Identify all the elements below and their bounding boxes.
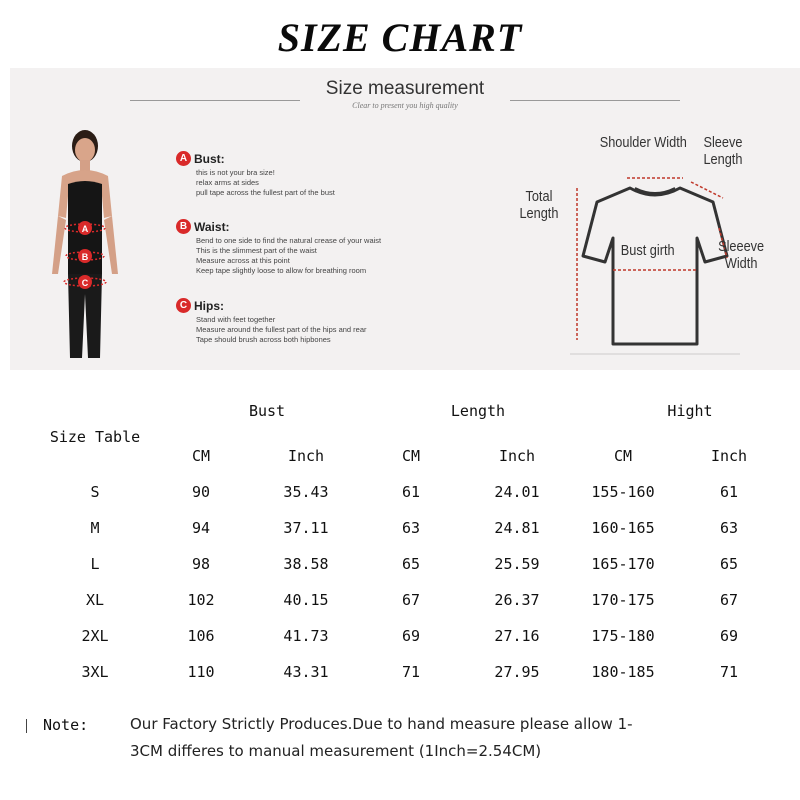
sleeve-length-label	[703, 134, 742, 168]
measurement-heading: Size measurement	[325, 78, 485, 99]
measurement-subheading: Clear to present you high quality	[352, 101, 458, 110]
table-cell: 67	[401, 591, 421, 609]
table-cell: 102	[187, 591, 215, 609]
table-cell: 98	[191, 555, 211, 573]
table-cell: 71	[719, 663, 739, 681]
hips-section	[176, 297, 367, 345]
table-row	[28, 474, 796, 510]
badge-a: A	[176, 151, 191, 166]
table-cell: 24.01	[494, 483, 540, 501]
unit-header: Inch	[287, 447, 325, 465]
note-text	[130, 711, 690, 765]
note-tick	[26, 719, 27, 733]
size-cell: XL	[85, 591, 105, 609]
group-header-bust: Bust	[248, 402, 286, 420]
size-cell: M	[90, 519, 100, 537]
table-cell: 160-165	[591, 519, 655, 537]
table-cell: 25.59	[494, 555, 540, 573]
size-table-corner: Size Table	[49, 428, 141, 446]
table-cell: 94	[191, 519, 211, 537]
table-cell: 40.15	[283, 591, 329, 609]
table-cell: 65	[401, 555, 421, 573]
shoulder-width-label: Shoulder Width	[599, 134, 687, 151]
table-cell: 63	[401, 519, 421, 537]
model-figure	[40, 124, 130, 360]
unit-header: CM	[401, 447, 421, 465]
table-cell: 155-160	[591, 483, 655, 501]
waist-line: This is the slimmest part of the waist	[196, 246, 317, 255]
bust-line: this is not your bra size!	[196, 168, 275, 177]
table-cell: 61	[719, 483, 739, 501]
table-cell: 67	[719, 591, 739, 609]
page-title: SIZE CHART	[277, 15, 523, 60]
table-cell: 175-180	[591, 627, 655, 645]
sleeve-length-line: Length	[703, 151, 743, 168]
note-label: Note:	[43, 716, 89, 734]
waist-line: Keep tape slightly loose to allow for breathing room	[196, 266, 367, 275]
badge-c: C	[176, 298, 191, 313]
table-row	[28, 546, 796, 582]
size-cell: S	[90, 483, 100, 501]
total-length-line: Length	[519, 205, 559, 222]
table-cell: 71	[401, 663, 421, 681]
table-cell: 37.11	[283, 519, 329, 537]
bust-line: pull tape across the fullest part of the bust	[196, 188, 335, 197]
table-cell: 180-185	[591, 663, 655, 681]
measurement-header	[10, 78, 800, 110]
table-cell: 61	[401, 483, 421, 501]
table-cell: 69	[401, 627, 421, 645]
table-cell: 27.95	[494, 663, 540, 681]
table-cell: 110	[187, 663, 215, 681]
bust-section	[176, 150, 335, 198]
size-table	[28, 400, 796, 690]
group-header-hight: Hight	[667, 402, 713, 420]
note-line: 3CM differes to manual measurement (1Inch=2.54CM)	[130, 742, 542, 760]
waist-label: Waist:	[194, 219, 230, 234]
bust-girth-label: Bust girth	[620, 242, 675, 259]
total-length-line: Total	[525, 188, 553, 205]
table-cell: 69	[719, 627, 739, 645]
table-cell: 26.37	[494, 591, 540, 609]
table-cell: 63	[719, 519, 739, 537]
waist-line: Bend to one side to find the natural crease of your waist	[196, 236, 382, 245]
total-length-label	[519, 188, 558, 222]
table-cell: 90	[191, 483, 211, 501]
table-row	[28, 510, 796, 546]
hips-label: Hips:	[194, 298, 224, 313]
table-cell: 43.31	[283, 663, 329, 681]
model-marker-b: B	[81, 252, 89, 262]
hips-line: Stand with feet together	[196, 315, 276, 324]
bust-label: Bust:	[194, 151, 225, 166]
note-line: Our Factory Strictly Produces.Due to hand measure please allow 1-	[130, 715, 633, 733]
table-cell: 170-175	[591, 591, 655, 609]
unit-header: Inch	[498, 447, 536, 465]
size-cell: L	[90, 555, 100, 573]
table-cell: 38.58	[283, 555, 329, 573]
unit-header: CM	[191, 447, 211, 465]
waist-section	[176, 218, 381, 276]
hips-line: Tape should brush across both hipbones	[196, 335, 331, 344]
table-cell: 27.16	[494, 627, 540, 645]
badge-b: B	[176, 219, 191, 234]
table-row	[28, 582, 796, 618]
model-marker-c: C	[81, 278, 89, 288]
sleeve-length-line: Sleeve	[703, 134, 743, 151]
bust-line: relax arms at sides	[196, 178, 259, 187]
waist-line: Measure across at this point	[196, 256, 290, 265]
measurement-panel	[10, 68, 800, 370]
hips-line: Measure around the fullest part of the hips and rear	[196, 325, 367, 334]
sleeve-width-line: Sleeeve	[718, 238, 765, 255]
table-row	[28, 654, 796, 690]
table-cell: 24.81	[494, 519, 540, 537]
table-cell: 41.73	[283, 627, 329, 645]
sleeve-width-label	[718, 238, 764, 272]
size-cell: 2XL	[81, 627, 109, 645]
unit-header: CM	[613, 447, 633, 465]
table-row	[28, 618, 796, 654]
size-cell: 3XL	[81, 663, 109, 681]
unit-header: Inch	[710, 447, 748, 465]
model-marker-a: A	[81, 224, 89, 234]
table-cell: 165-170	[591, 555, 655, 573]
note-label-block	[26, 716, 88, 734]
table-cell: 65	[719, 555, 739, 573]
table-cell: 106	[187, 627, 215, 645]
table-group-header-row	[28, 400, 796, 438]
group-header-length: Length	[450, 402, 506, 420]
table-cell: 35.43	[283, 483, 329, 501]
sleeve-width-line: Width	[724, 255, 758, 272]
